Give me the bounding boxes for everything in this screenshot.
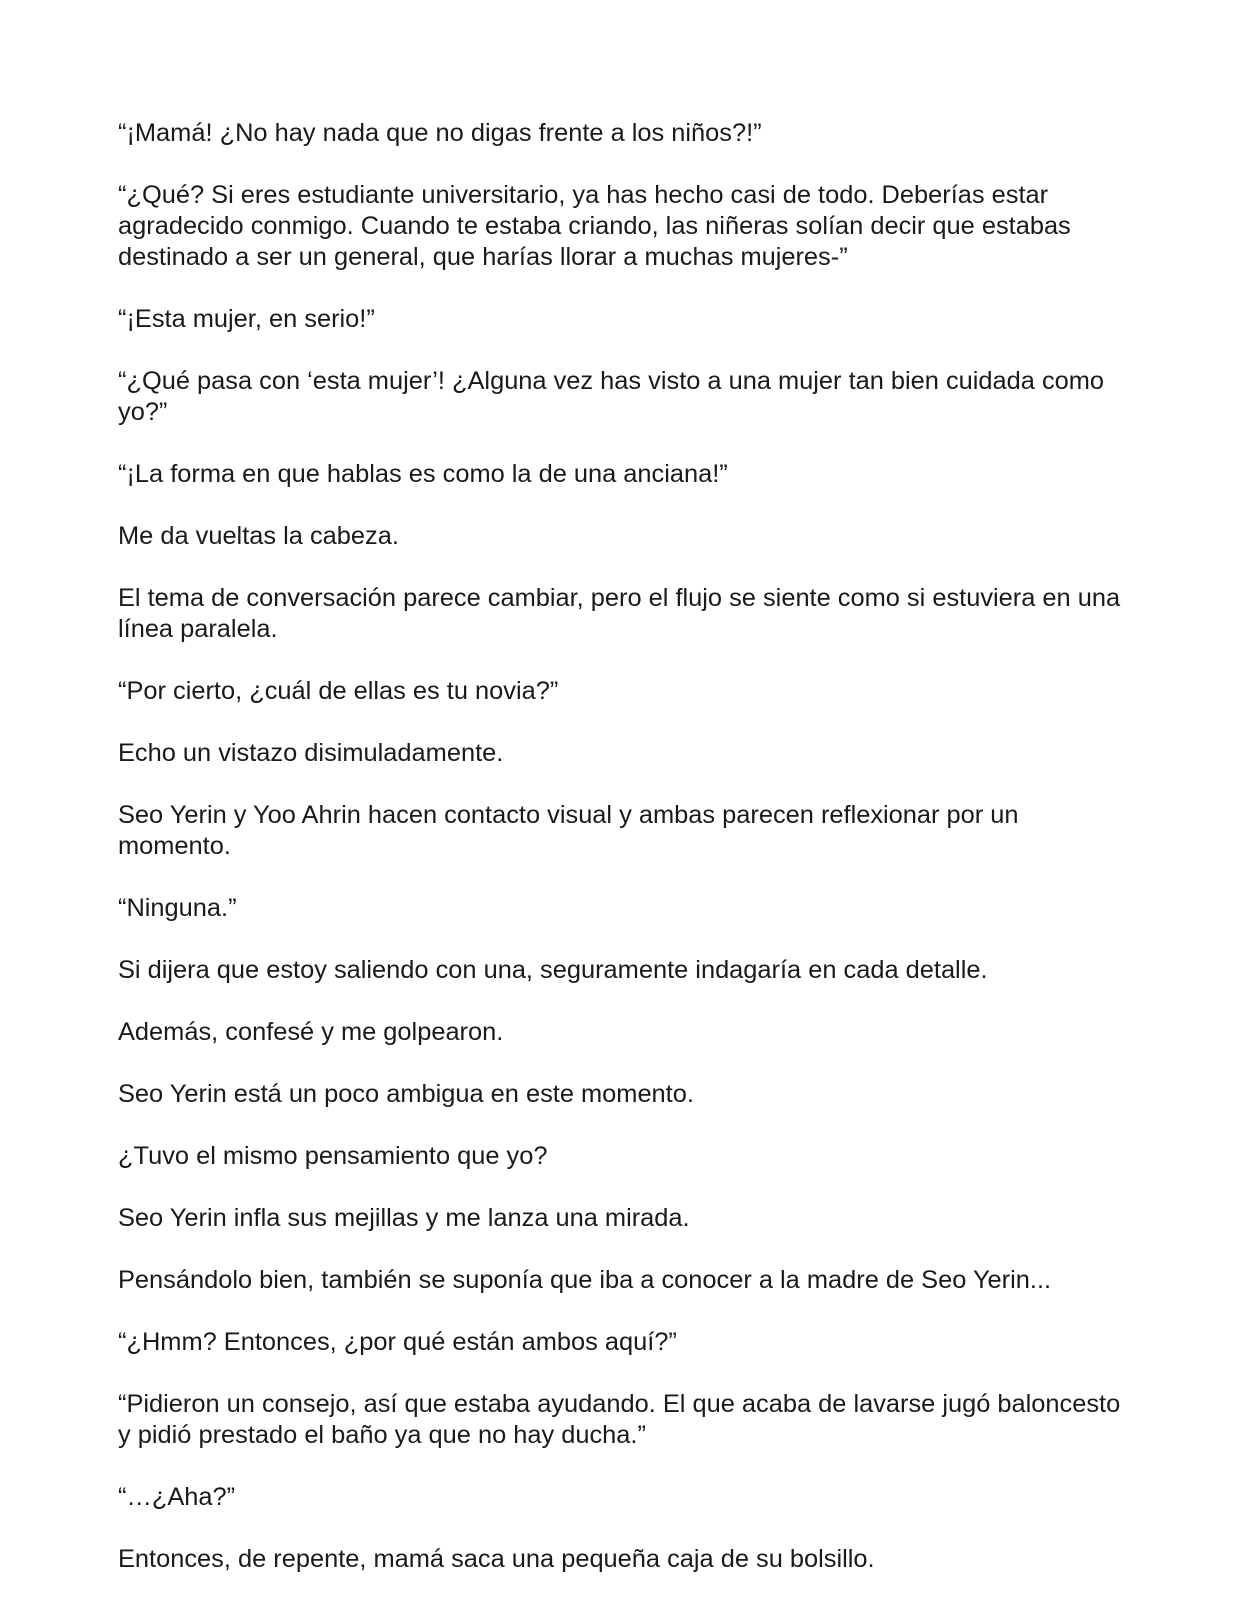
paragraph: “¡Mamá! ¿No hay nada que no digas frente a los niños?!” bbox=[118, 119, 762, 147]
paragraph: “Pidieron un consejo, así que estaba ayudando. El que acaba de lavarse jugó baloncesto y pidió prestado el baño ya que no hay ducha.” bbox=[118, 1390, 1121, 1449]
paragraph: “Ninguna.” bbox=[118, 894, 237, 922]
paragraph: “¡Esta mujer, en serio!” bbox=[118, 305, 375, 333]
paragraph: “¿Qué pasa con ‘esta mujer’! ¿Alguna vez has visto a una mujer tan bien cuidada como yo?” bbox=[118, 367, 1105, 426]
paragraph: Seo Yerin y Yoo Ahrin hacen contacto visual y ambas parecen reflexionar por un momento. bbox=[118, 801, 1019, 860]
paragraph: Además, confesé y me golpearon. bbox=[118, 1018, 504, 1046]
paragraph: “¿Qué? Si eres estudiante universitario, ya has hecho casi de todo. Deberías estar agradecido conmigo. Cuando te estaba criando, las niñeras solían decir que estabas destinado a ser un general, que harías llorar a muchas mujeres-” bbox=[118, 181, 1071, 271]
paragraph: ¿Tuvo el mismo pensamiento que yo? bbox=[118, 1142, 548, 1170]
paragraph: El tema de conversación parece cambiar, pero el flujo se siente como si estuviera en una línea paralela. bbox=[118, 584, 1121, 643]
paragraph: “¿Hmm? Entonces, ¿por qué están ambos aquí?” bbox=[118, 1328, 677, 1356]
paragraph: Si dijera que estoy saliendo con una, seguramente indagaría en cada detalle. bbox=[118, 956, 988, 984]
paragraph: Pensándolo bien, también se suponía que iba a conocer a la madre de Seo Yerin... bbox=[118, 1266, 1052, 1294]
paragraph: Seo Yerin infla sus mejillas y me lanza una mirada. bbox=[118, 1204, 690, 1232]
paragraph: Seo Yerin está un poco ambigua en este momento. bbox=[118, 1080, 694, 1108]
paragraph: Entonces, de repente, mamá saca una pequeña caja de su bolsillo. bbox=[118, 1545, 875, 1573]
paragraph: “¡La forma en que hablas es como la de una anciana!” bbox=[118, 460, 728, 488]
paragraph: Echo un vistazo disimuladamente. bbox=[118, 739, 504, 767]
paragraph: “…¿Aha?” bbox=[118, 1483, 236, 1511]
paragraph: Me da vueltas la cabeza. bbox=[118, 522, 399, 550]
paragraph: “Por cierto, ¿cuál de ellas es tu novia?” bbox=[118, 677, 559, 705]
text-body bbox=[118, 118, 1128, 1606]
